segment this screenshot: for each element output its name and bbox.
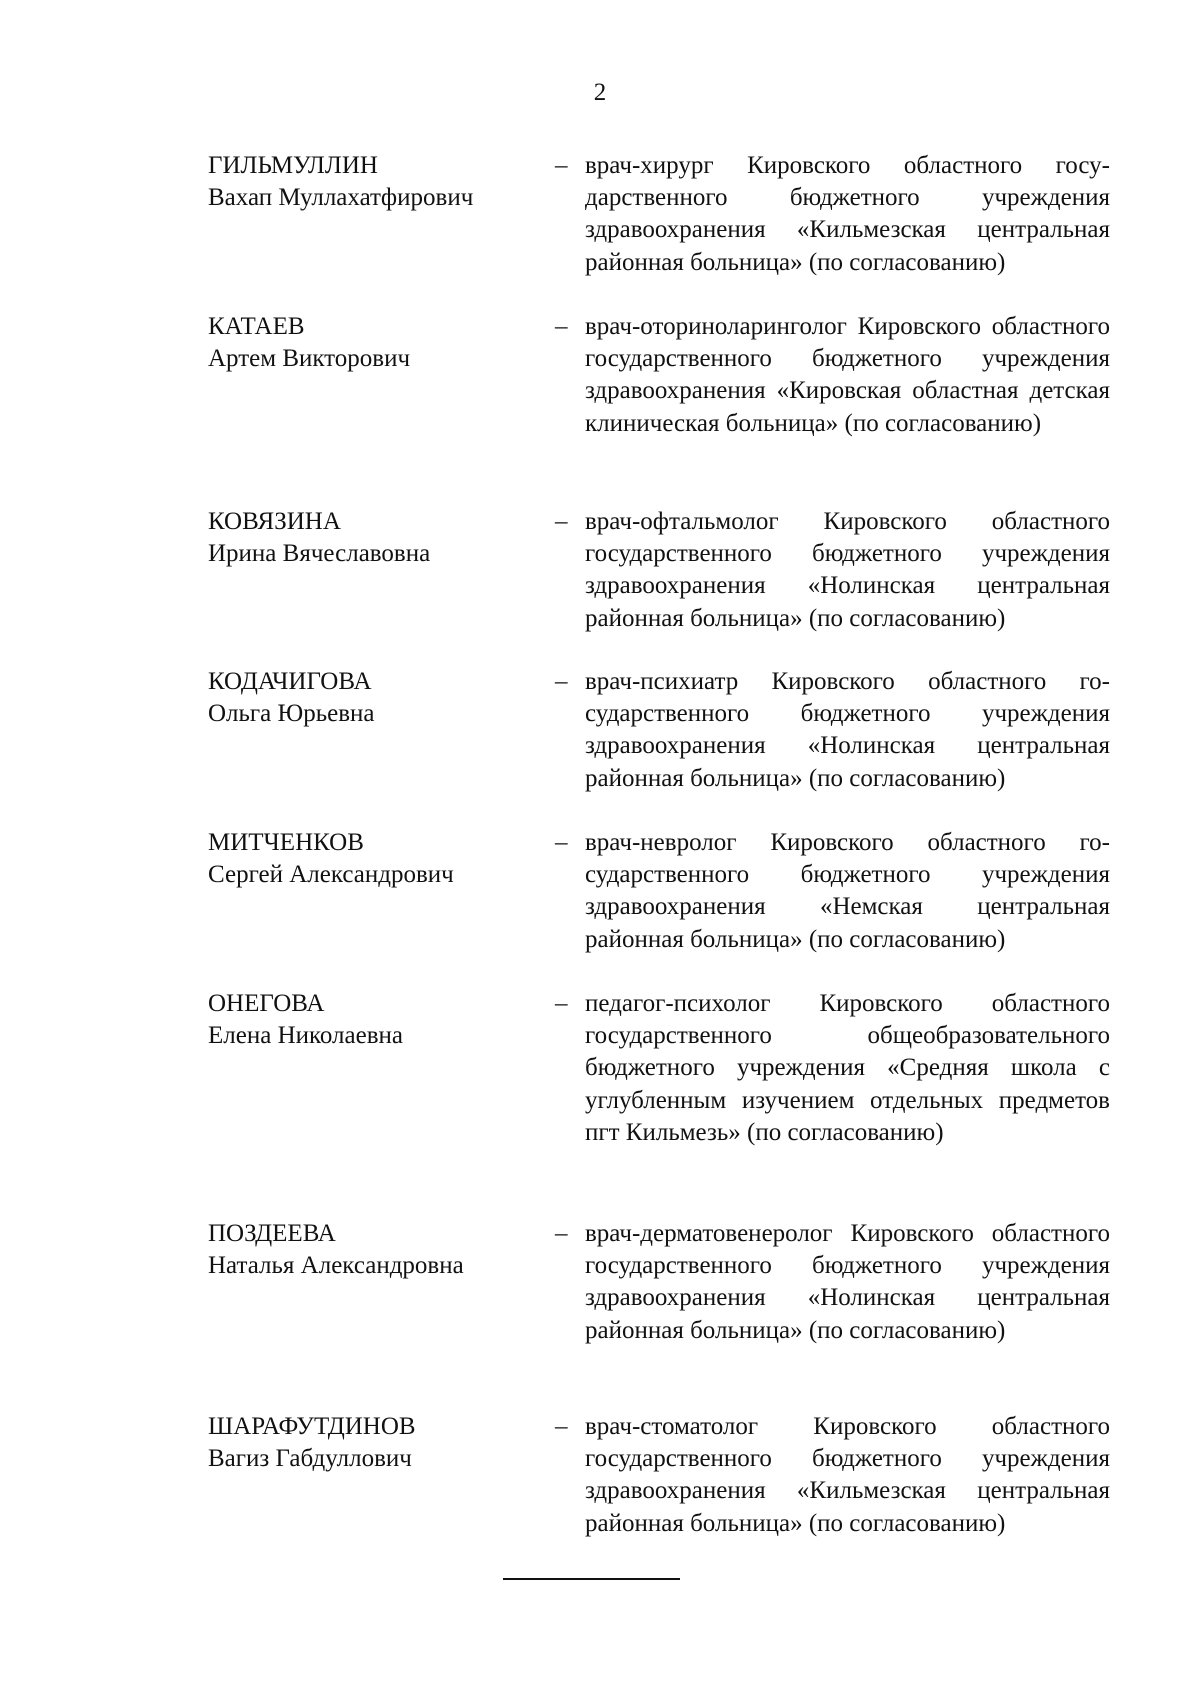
member-name (208, 666, 538, 730)
member-name (208, 150, 538, 214)
member-surname: МИТЧЕНКОВ (208, 829, 364, 856)
member-given-names: Вагиз Габдуллович (208, 1445, 412, 1472)
member-surname: КОВЯЗИНА (208, 508, 341, 535)
member-surname: ГИЛЬМУЛЛИН (208, 152, 378, 179)
end-rule (503, 1578, 680, 1580)
member-position: врач-офтальмолог Кировского областного государственного бюджетного учреждения здравоохранения «Нолинская центральная районная больница» (по согласованию) (585, 508, 1110, 632)
member-surname: ОНЕГОВА (208, 990, 325, 1017)
member-given-names: Сергей Александрович (208, 861, 454, 888)
member-given-names: Ольга Юрьевна (208, 700, 375, 727)
entry-dash: – (555, 1413, 568, 1440)
member-position: врач-невролог Кировского областного государственного бюджетного учреждения здравоохранения «Немская центральная районная больница» (по согласованию) (585, 829, 1110, 953)
member-name (208, 988, 538, 1052)
member-given-names: Наталья Александровна (208, 1252, 464, 1279)
member-name (208, 1218, 538, 1282)
member-name (208, 827, 538, 891)
member-given-names: Артем Викторович (208, 345, 411, 372)
entry-dash: – (555, 829, 568, 856)
member-surname: ПОЗДЕЕВА (208, 1220, 336, 1247)
member-position: врач-психиатр Кировского областного государственного бюджетного учреждения здравоохранения «Нолинская центральная районная больница» (по согласованию) (585, 668, 1110, 792)
entry-dash: – (555, 668, 568, 695)
member-surname: ШАРАФУТДИНОВ (208, 1413, 416, 1440)
member-surname: КОДАЧИГОВА (208, 668, 372, 695)
member-given-names: Вахап Муллахатфирович (208, 184, 474, 211)
member-position: врач-стоматолог Кировского областного государственного бюджетного учреждения здравоохранения «Кильмезская центральная районная больница» (по согласованию) (585, 1413, 1110, 1537)
entry-dash: – (555, 152, 568, 179)
member-name (208, 506, 538, 570)
entry-dash: – (555, 508, 568, 535)
member-given-names: Ирина Вячеславовна (208, 540, 431, 567)
entry-dash: – (555, 313, 568, 340)
member-name (208, 311, 538, 375)
entry-dash: – (555, 1220, 568, 1247)
entry-dash: – (555, 990, 568, 1017)
page-number: 2 (593, 79, 607, 106)
member-given-names: Елена Николаевна (208, 1022, 403, 1049)
member-name (208, 1411, 538, 1475)
member-position: врач-хирург Кировского областного государственного бюджетного учреждения здравоохранения «Кильмезская центральная районная больница» (по согласованию) (585, 152, 1110, 276)
member-position: врач-дерматовенеролог Кировского областного государственного бюджетного учреждения здравоохранения «Нолинская центральная районная больница» (по согласованию) (585, 1220, 1110, 1344)
member-position: врач-оториноларинголог Кировского областного государственного бюджетного учреждения здравоохранения «Кировская областная детская клиническая больница» (по согласованию) (585, 313, 1110, 437)
member-position: педагог-психолог Кировского областного государственного общеобразовательного бюджетного учреждения «Средняя школа с углубленным изучением отдельных предметов пгт Кильмезь» (по согласованию) (585, 990, 1110, 1146)
member-surname: КАТАЕВ (208, 313, 305, 340)
